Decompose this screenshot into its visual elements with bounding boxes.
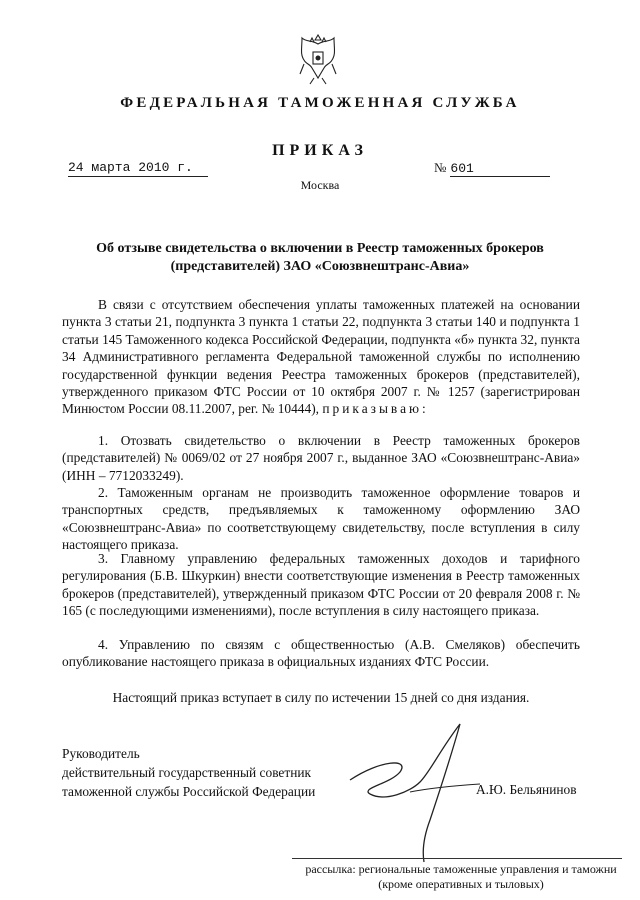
distribution-line-1: рассылка: региональные таможенные управления и таможни	[305, 862, 617, 876]
order-word: приказываю:	[322, 401, 429, 417]
signatory-title-line-3: таможенной службы Российской Федерации	[62, 784, 316, 799]
coat-of-arms-emblem	[296, 34, 340, 86]
order-item-1: 1. Отозвать свидетельство о включении в Реестр таможенных брокеров (представителей) № 0069/02 от 27 ноября 2007 г., выданное ЗАО «Союзвнештранс-Авиа» (ИНН – 7712033249).	[62, 433, 580, 483]
document-type: ПРИКАЗ	[272, 142, 368, 159]
number-label: №	[434, 160, 447, 175]
order-item-3: 3. Главному управлению федеральных таможенных доходов и тарифного регулирования (Б.В. Шкуркин) внести соответствующие изменения в Реестр таможенных брокеров (представителей), утвержденный приказом ФТС России от 20 февраля 2008 г. № 165 (с последующими изменениями), после вступления в силу настоящего приказа.	[62, 551, 580, 619]
city: Москва	[300, 178, 340, 192]
signatory-title-line-2: действительный государственный советник	[62, 765, 312, 780]
number-value: 601	[450, 161, 550, 177]
distribution-list	[296, 862, 626, 892]
signatory-name: А.Ю. Бельянинов	[476, 782, 577, 797]
handwritten-signature	[340, 710, 490, 870]
order-number	[434, 160, 580, 177]
preamble-paragraph	[62, 296, 580, 418]
agency-name: ФЕДЕРАЛЬНАЯ ТАМОЖЕННАЯ СЛУЖБА	[120, 95, 520, 111]
document-heading: Об отзыве свидетельства о включении в Реестр таможенных брокеров (представителей) ЗАО «Союзвнештранс-Авиа»	[96, 241, 544, 274]
signatory-title-line-1: Руководитель	[62, 746, 140, 761]
order-date: 24 марта 2010 г.	[68, 160, 208, 177]
distribution-divider	[292, 858, 622, 859]
distribution-line-2: (кроме оперативных и тыловых)	[378, 877, 544, 891]
order-item-2: 2. Таможенным органам не производить таможенное оформление товаров и транспортных средств, предъявляемых к таможенному оформлению ЗАО «Союзвнештранс-Авиа» по соответствующему свидетельству, после вступления в силу настоящего приказа.	[62, 485, 580, 553]
signatory-title	[62, 744, 362, 801]
preamble-text: В связи с отсутствием обеспечения уплаты таможенных платежей на основании пункта 3 статьи 21, подпункта 3 пункта 1 статьи 22, подпункта 3 статьи 140 и подпункта 1 статьи 145 Таможенного кодекса Российской Федерации, подпункта «б» пункта 32, пункта 34 Административного регламента Федеральной таможенной службы по исполнению государственной функции ведения Реестра таможенных брокеров (представителей), утвержденного приказом ФТС России от 10 октября 2007 г. № 1257 (зарегистрирован Минюстом России 08.11.2007, рег. № 10444),	[62, 297, 580, 417]
effective-clause: Настоящий приказ вступает в силу по истечении 15 дней со дня издания.	[112, 690, 530, 705]
order-item-4: 4. Управлению по связям с общественностью (А.В. Смеляков) обеспечить опубликование настоящего приказа в официальных изданиях ФТС России.	[62, 637, 580, 670]
